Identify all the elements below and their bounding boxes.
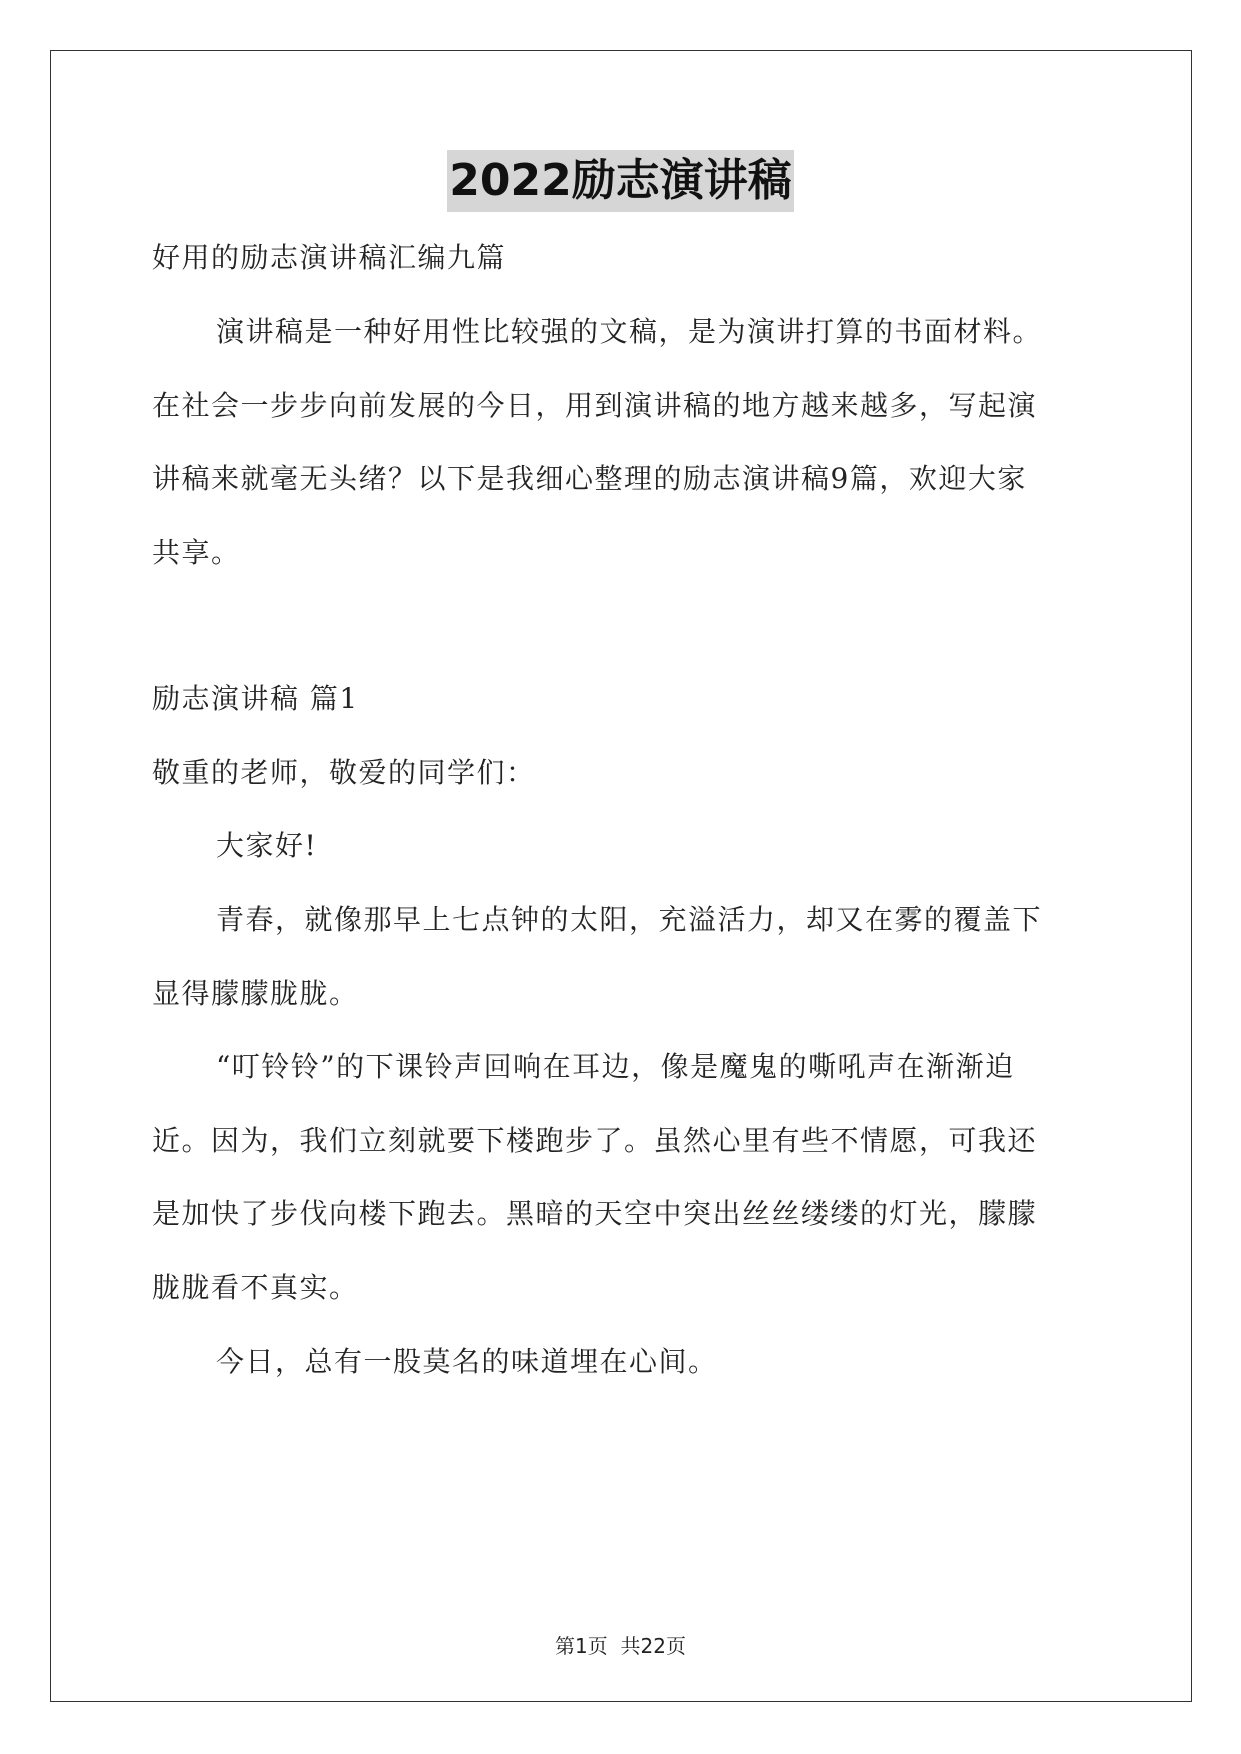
title-container (0, 150, 1241, 212)
paragraph-line: 共享。 (152, 536, 241, 569)
greeting-line: 大家好! (216, 829, 318, 862)
paragraph-line: 显得朦朦胧胧。 (152, 977, 359, 1010)
salutation-line: 敬重的老师，敬爱的同学们： (152, 756, 536, 789)
paragraph-line: 近。因为，我们立刻就要下楼跑步了。虽然心里有些不情愿，可我还 (152, 1124, 1038, 1157)
total-pages-number: 22 (640, 1634, 666, 1658)
section-heading: 励志演讲稿 篇1 (152, 682, 359, 715)
footer-middle: 页 共 (587, 1634, 641, 1658)
footer-suffix: 页 (665, 1634, 686, 1658)
document-title: 2022励志演讲稿 (447, 150, 793, 212)
paragraph-line: 在社会一步步向前发展的今日，用到演讲稿的地方越来越多，写起演 (152, 389, 1038, 422)
paragraph-line: 胧胧看不真实。 (152, 1271, 359, 1304)
paragraph-line: 青春，就像那早上七点钟的太阳，充溢活力，却又在雾的覆盖下 (216, 903, 1043, 936)
paragraph-line: “叮铃铃”的下课铃声回响在耳边，像是魔鬼的嘶吼声在渐渐迫 (216, 1050, 1015, 1083)
page-border (50, 50, 1192, 1702)
current-page-number: 1 (575, 1634, 588, 1658)
paragraph-line: 演讲稿是一种好用性比较强的文稿，是为演讲打算的书面材料。 (216, 315, 1043, 348)
page-footer (0, 1630, 1241, 1659)
paragraph-line: 今日，总有一股莫名的味道埋在心间。 (216, 1345, 718, 1378)
subtitle-line: 好用的励志演讲稿汇编九篇 (152, 241, 507, 274)
footer-prefix: 第 (555, 1634, 576, 1658)
paragraph-line: 是加快了步伐向楼下跑去。黑暗的天空中突出丝丝缕缕的灯光，朦朦 (152, 1197, 1038, 1230)
paragraph-line: 讲稿来就毫无头绪？以下是我细心整理的励志演讲稿9篇，欢迎大家 (152, 462, 1027, 495)
